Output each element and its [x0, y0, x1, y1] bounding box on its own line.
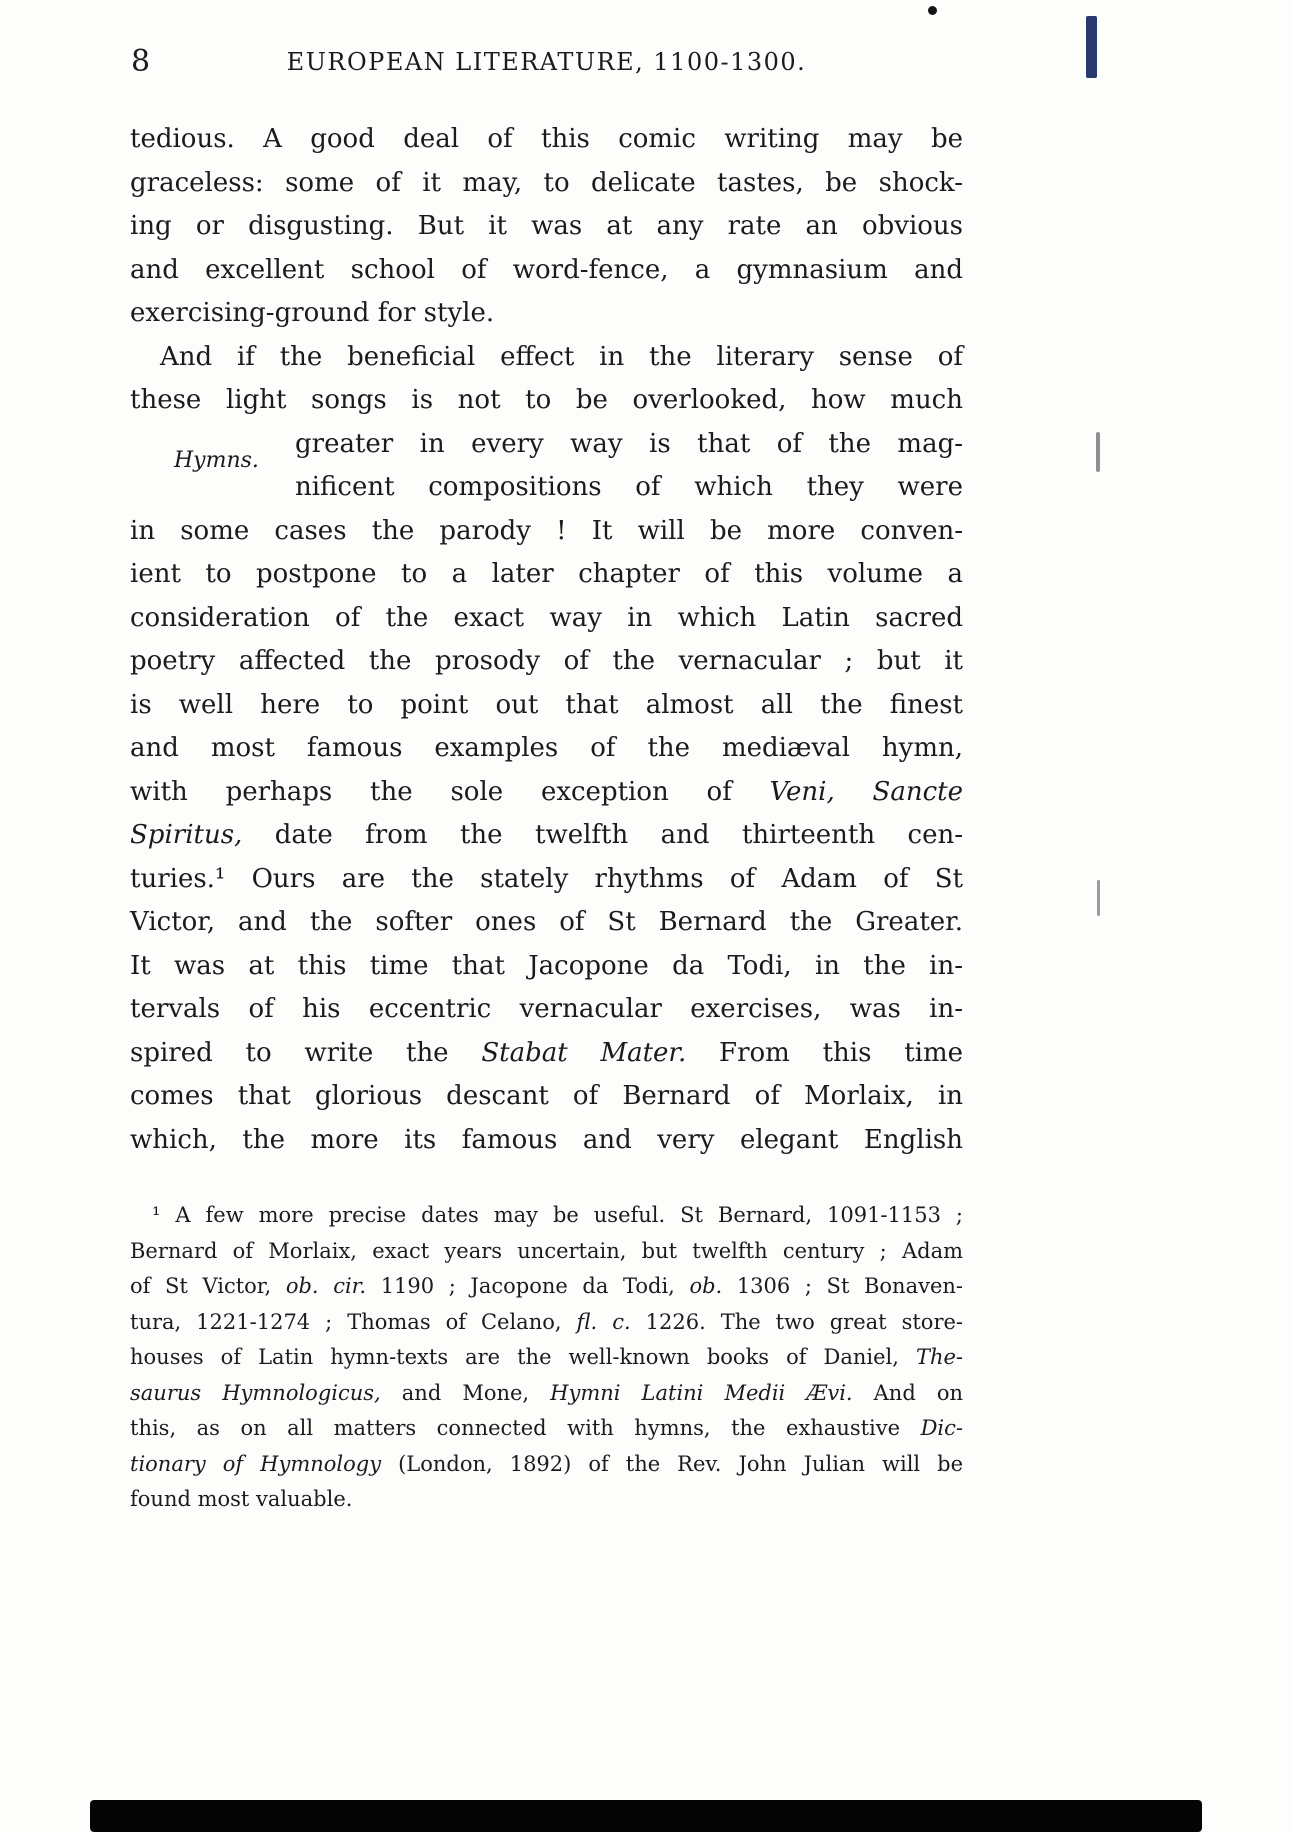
text-line: which, the more its famous and very elegant English: [130, 1124, 963, 1155]
text-line: turies.¹ Ours are the stately rhythms of Adam of St: [130, 863, 963, 894]
text-line: greater in every way is that of the mag-: [295, 428, 963, 459]
text-line: houses of Latin hymn-texts are the well-known books of Daniel, The-: [130, 1345, 963, 1369]
text-line: exercising-ground for style.: [130, 298, 495, 328]
text-line: these light songs is not to be overlooked, how much: [130, 385, 963, 415]
text-line: It was at this time that Jacopone da Todi, in the in-: [130, 950, 963, 981]
text-line: graceless: some of it may, to delicate tastes, be shock-: [130, 167, 963, 198]
scan-artifact-dot: [928, 6, 937, 15]
text-line: comes that glorious descant of Bernard of Morlaix, in: [130, 1081, 963, 1111]
scan-artifact-bottom-bar: [90, 1800, 1202, 1832]
text-line: tura, 1221-1274 ; Thomas of Celano, fl. c. 1226. The two great store-: [130, 1309, 963, 1334]
text-line: Victor, and the softer ones of St Bernard the Greater.: [130, 907, 963, 937]
footnote: [130, 1198, 963, 1518]
running-header: EUROPEAN LITERATURE, 1100-1300.: [286, 48, 807, 76]
text-line: of St Victor, ob. cir. 1190 ; Jacopone da Todi, ob. 1306 ; St Bonaven-: [130, 1274, 964, 1298]
text-line: tedious. A good deal of this comic writing may be: [130, 124, 963, 154]
text-line: ient to postpone to a later chapter of this volume a: [130, 559, 963, 589]
text-line: saurus Hymnologicus, and Mone, Hymni Latini Medii Ævi. And on: [130, 1380, 963, 1405]
text-line: ¹ A few more precise dates may be useful. St Bernard, 1091-1153 ;: [152, 1203, 963, 1227]
text-line: is well here to point out that almost all the finest: [130, 689, 963, 720]
scan-artifact-ink-strip: [1086, 16, 1097, 78]
text-line: with perhaps the sole exception of Veni, Sancte: [130, 776, 963, 807]
text-line: consideration of the exact way in which Latin sacred: [130, 602, 963, 633]
text-line: Bernard of Morlaix, exact years uncertain, but twelfth century ; Adam: [130, 1238, 963, 1263]
text-line: found most valuable.: [130, 1487, 353, 1511]
text-line: spired to write the Stabat Mater. From this time: [130, 1037, 963, 1068]
margin-note: Hymns.: [174, 448, 259, 473]
body-text: [130, 118, 963, 1162]
text-line: this, as on all matters connected with hymns, the exhaustive Dic-: [130, 1416, 963, 1440]
text-line: Spiritus, date from the twelfth and thirteenth cen-: [130, 820, 963, 850]
text-line: nificent compositions of which they were: [295, 472, 963, 502]
text-line: tervals of his eccentric vernacular exercises, was in-: [130, 994, 963, 1024]
page-number: 8: [131, 44, 151, 79]
text-line: And if the beneficial effect in the literary sense of: [160, 341, 963, 372]
scan-artifact-edge-dash: [1097, 880, 1100, 916]
text-line: poetry affected the prosody of the vernacular ; but it: [130, 646, 963, 676]
text-line: ing or disgusting. But it was at any rate an obvious: [130, 211, 963, 241]
text-line: and most famous examples of the mediæval hymn,: [130, 733, 963, 763]
text-line: in some cases the parody ! It will be more conven-: [130, 515, 963, 546]
text-line: tionary of Hymnology (London, 1892) of the Rev. John Julian will be: [130, 1451, 964, 1476]
text-line: and excellent school of word-fence, a gymnasium and: [130, 254, 963, 285]
scan-artifact-edge-dash: [1096, 432, 1100, 472]
